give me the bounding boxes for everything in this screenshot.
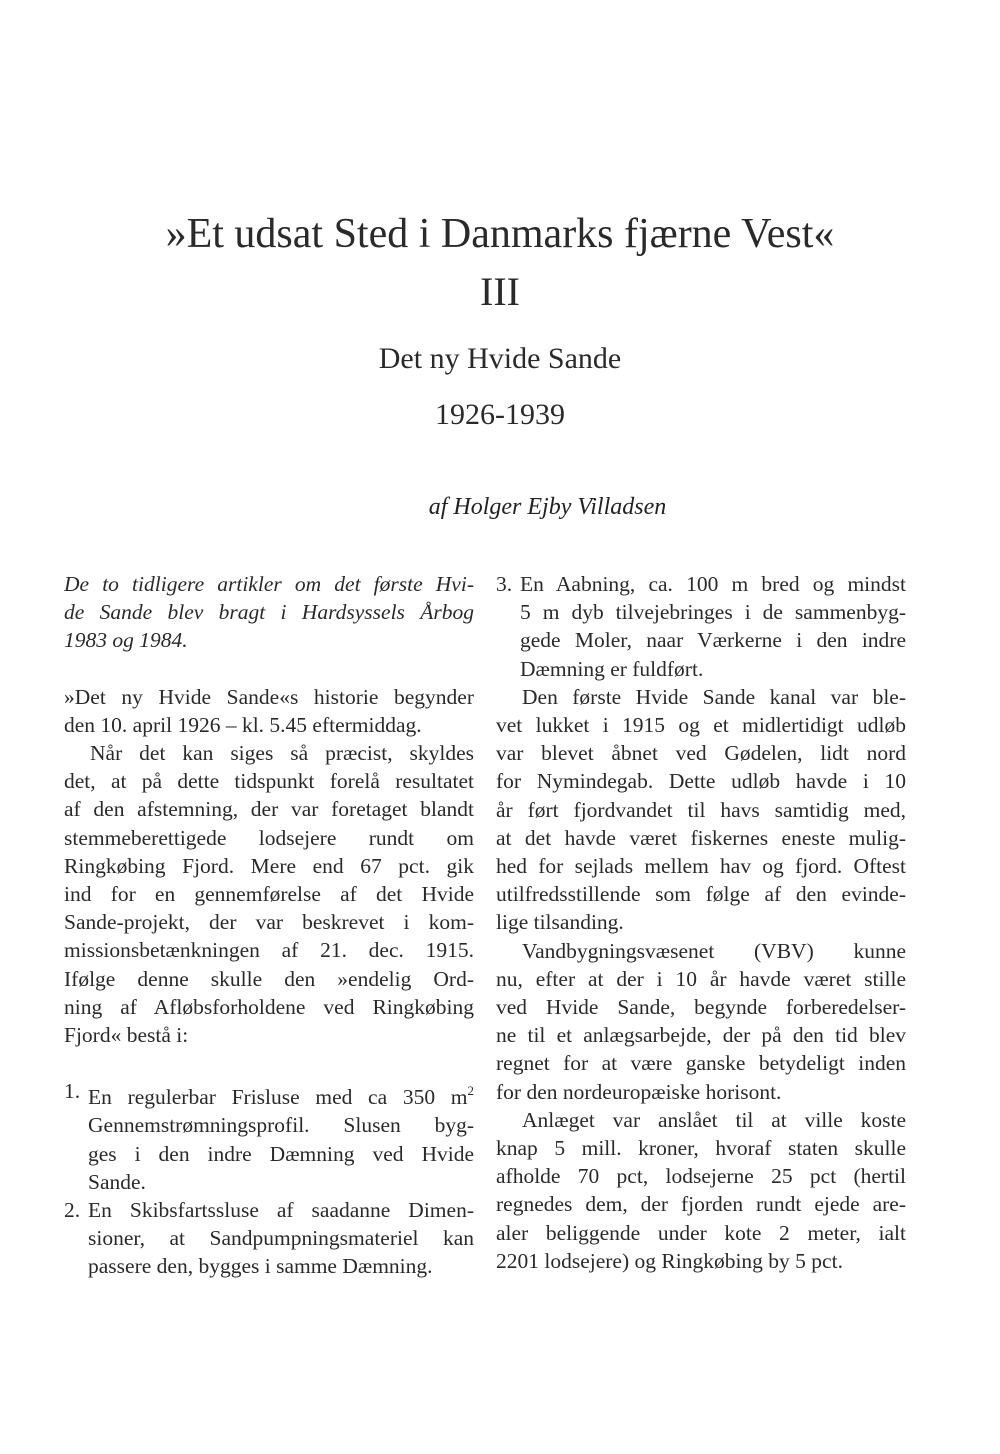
text-line: 1983 og 1984. xyxy=(64,628,188,653)
text-line: ind for en gennemførelse af det Hvide xyxy=(64,882,474,907)
text-line: Sande. xyxy=(88,1169,146,1194)
list-item xyxy=(64,1196,474,1281)
intro-note xyxy=(64,570,474,655)
superscript: 2 xyxy=(467,1083,474,1099)
text-line: 2201 lodsejere) og Ringkøbing by 5 pct. xyxy=(496,1248,843,1273)
text-line: knap 5 mill. kroner, hvoraf staten skulle xyxy=(496,1136,906,1161)
text-line xyxy=(88,1077,474,1111)
text-line: Ringkøbing Fjord. Mere end 67 pct. gik xyxy=(64,853,474,878)
article-subtitle: Det ny Hvide Sande xyxy=(378,342,622,375)
text-line: utilfredsstillende som følge af den evinde- xyxy=(496,882,906,907)
text-line: »Det ny Hvide Sande«s historie begynder xyxy=(64,684,474,709)
text-line: regnet for at være ganske betydeligt inden xyxy=(496,1051,906,1076)
text-line: En Aabning, ca. 100 m bred og mindst xyxy=(520,572,906,596)
right-column xyxy=(496,570,906,1275)
text-line: Ifølge denne skulle den »endelig Ord- xyxy=(64,966,474,991)
text-line: var blevet åbnet ved Gødelen, lidt nord xyxy=(496,741,906,766)
text-line: stemmeberettigede lodsejere rundt om xyxy=(64,825,474,850)
text-line: Dæmning er fuldført. xyxy=(520,656,704,681)
text-line: ne til et anlægsarbejde, der på den tid blev xyxy=(496,1023,906,1048)
text-line: nu, efter at der i 10 år havde været stille xyxy=(496,966,906,991)
text-line: 5 m dyb tilvejebringes i de sammenbyg- xyxy=(520,600,906,625)
text-line: Gennemstrømningsprofil. Slusen byg- xyxy=(88,1113,474,1138)
left-column xyxy=(64,570,474,1281)
list-item xyxy=(496,570,906,683)
text-line: hed for sejlads mellem hav og fjord. Oftest xyxy=(496,854,906,879)
text-line: at det havde været fiskernes eneste mulig- xyxy=(496,825,906,850)
text-line: Fjord« bestå i: xyxy=(64,1023,189,1048)
list-number: 3. xyxy=(496,572,513,596)
text-line: passere den, bygges i samme Dæmning. xyxy=(88,1254,433,1279)
text-line: Den første Hvide Sande kanal var ble- xyxy=(522,684,906,709)
text-line: ges i den indre Dæmning ved Hvide xyxy=(88,1141,474,1166)
paragraph xyxy=(496,937,906,1106)
text-line: ning af Afløbsforholdene ved Ringkøbing xyxy=(64,994,474,1019)
text-line: gede Moler, naar Værkerne i den indre xyxy=(520,628,906,653)
paragraph xyxy=(64,683,474,739)
text-line: det, at på dette tidspunkt forelå resultatet xyxy=(64,769,474,794)
text-line: Anlæget var anslået til at ville koste xyxy=(522,1107,906,1132)
text-line: den 10. april 1926 – kl. 5.45 eftermiddag. xyxy=(64,712,422,737)
text-line: ved Hvide Sande, begynde forberedelser- xyxy=(496,995,906,1020)
text-line: afholde 70 pct, lodsejerne 25 pct (hertil xyxy=(496,1164,906,1189)
text-line: missionsbetænkningen af 21. dec. 1915. xyxy=(64,938,474,963)
list-item xyxy=(64,1077,474,1196)
text-line: Når det kan siges så præcist, skyldes xyxy=(90,741,474,766)
text-line: Sande-projekt, der var beskrevet i kom- xyxy=(64,910,474,935)
text-line: de Sande blev bragt i Hardsyssels Årbog xyxy=(64,600,474,625)
text-line: sioner, at Sandpumpningsmateriel kan xyxy=(88,1226,474,1251)
text-line: aler beliggende under kote 2 meter, ialt xyxy=(496,1220,906,1245)
list-number: 2. xyxy=(64,1198,81,1223)
text-line: lige tilsanding. xyxy=(496,910,624,935)
paragraph xyxy=(496,1106,906,1275)
article-title: »Et udsat Sted i Danmarks fjærne Vest« xyxy=(165,211,835,257)
text-line: år ført fjordvandet til havs samtidig med, xyxy=(496,797,906,822)
text-line: for den nordeuropæiske horisont. xyxy=(496,1079,782,1104)
text-line: vet lukket i 1915 og et midlertidigt udløb xyxy=(496,713,906,738)
text-line: En Skibsfartssluse af saadanne Dimen- xyxy=(88,1198,474,1223)
text-line: Vandbygningsvæsenet (VBV) kunne xyxy=(522,938,906,963)
text-segment: En regulerbar Frisluse med ca 350 m xyxy=(88,1085,468,1110)
article-years: 1926-1939 xyxy=(435,398,565,431)
text-line: af den afstemning, der var foretaget blandt xyxy=(64,797,474,822)
list-number: 1. xyxy=(64,1079,81,1104)
paragraph xyxy=(64,739,474,1049)
text-line: regnedes dem, der fjorden rundt ejede are- xyxy=(496,1192,906,1217)
article-part-number: III xyxy=(480,269,520,314)
text-line: De to tidligere artikler om det første Hvi- xyxy=(64,572,474,596)
text-line: for Nymindegab. Dette udløb havde i 10 xyxy=(496,769,906,794)
paragraph xyxy=(496,683,906,937)
author-byline: af Holger Ejby Villadsen xyxy=(428,494,667,520)
